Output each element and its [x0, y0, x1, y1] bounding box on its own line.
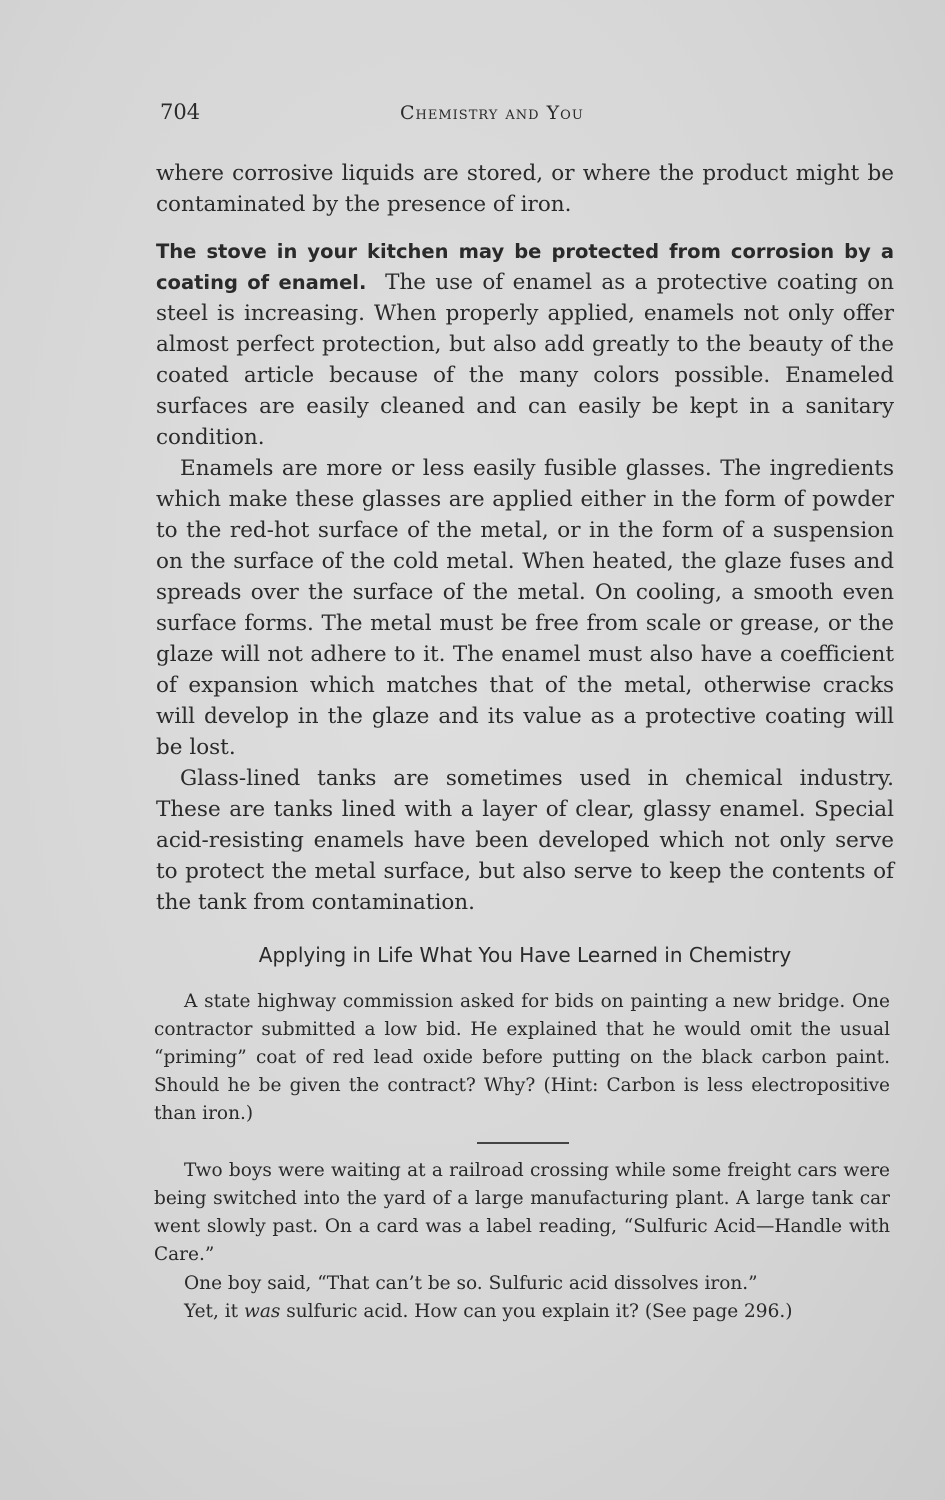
problem-tank-car: Two boys were waiting at a railroad crossing while some freight cars were being switched into the yard of a large manufacturing plant. A large tank car went slowly past. On a card was a label reading, “Sulfuric Acid—Handle with Care.”: [154, 1160, 890, 1265]
running-title: Chemistry and You: [400, 102, 584, 124]
section-divider: [477, 1142, 569, 1144]
question-text-start: Yet, it: [184, 1301, 244, 1322]
paragraph-glass-lined-tanks: Glass-lined tanks are sometimes used in chemical industry. These are tanks lined with a layer of clear, glassy enamel. Special acid-resisting enamels have been developed which not only serve to protect the metal surface, but also serve to keep the contents of the tank from contamination.: [156, 766, 894, 915]
paragraph-lead-heading: The stove in your kitchen may be protected from corrosion by a coating of enamel.: [156, 240, 894, 294]
page-number: 704: [160, 100, 201, 124]
problem-highway-bridge: A state highway commission asked for bids on painting a new bridge. One contractor submitted a low bid. He explained that he would omit the usual “priming” coat of red lead oxide before putting on the black carbon paint. Should he be given the contract? Why? (Hint: Carbon is less electropositive than iron.): [154, 991, 890, 1124]
problem-tank-car-quote: One boy said, “That can’t be so. Sulfuric acid dissolves iron.”: [184, 1273, 758, 1294]
paragraph-enamel-stove-body: The use of enamel as a protective coating on steel is increasing. When properly applied, enamels not only offer almost perfect protection, but also add greatly to the beauty of the coated article because of the many colors possible. Enameled surfaces are easily cleaned and can easily be kept in a sanitary condition.: [156, 270, 894, 450]
paragraph-enamel-stove: [156, 236, 894, 453]
paragraph-continuation: where corrosive liquids are stored, or where the product might be contaminated by the presence of iron.: [156, 161, 894, 217]
section-heading-applying: Applying in Life What You Have Learned in Chemistry: [258, 943, 792, 967]
page-header: [160, 100, 895, 134]
question-text-end: sulfuric acid. How can you explain it? (See page 296.): [280, 1301, 793, 1322]
question-emphasis: was: [243, 1301, 281, 1322]
problem-tank-car-question: [154, 1298, 890, 1326]
paragraph-enamels-glasses: Enamels are more or less easily fusible glasses. The ingredients which make these glasses are applied either in the form of powder to the red-hot surface of the metal, or in the form of a suspension on the surface of the cold metal. When heated, the glaze fuses and spreads over the surface of the metal. On cooling, a smooth even surface forms. The metal must be free from scale or grease, or the glaze will not adhere to it. The enamel must also have a coefficient of expansion which matches that of the metal, otherwise cracks will develop in the glaze and its value as a protective coating will be lost.: [156, 456, 894, 760]
